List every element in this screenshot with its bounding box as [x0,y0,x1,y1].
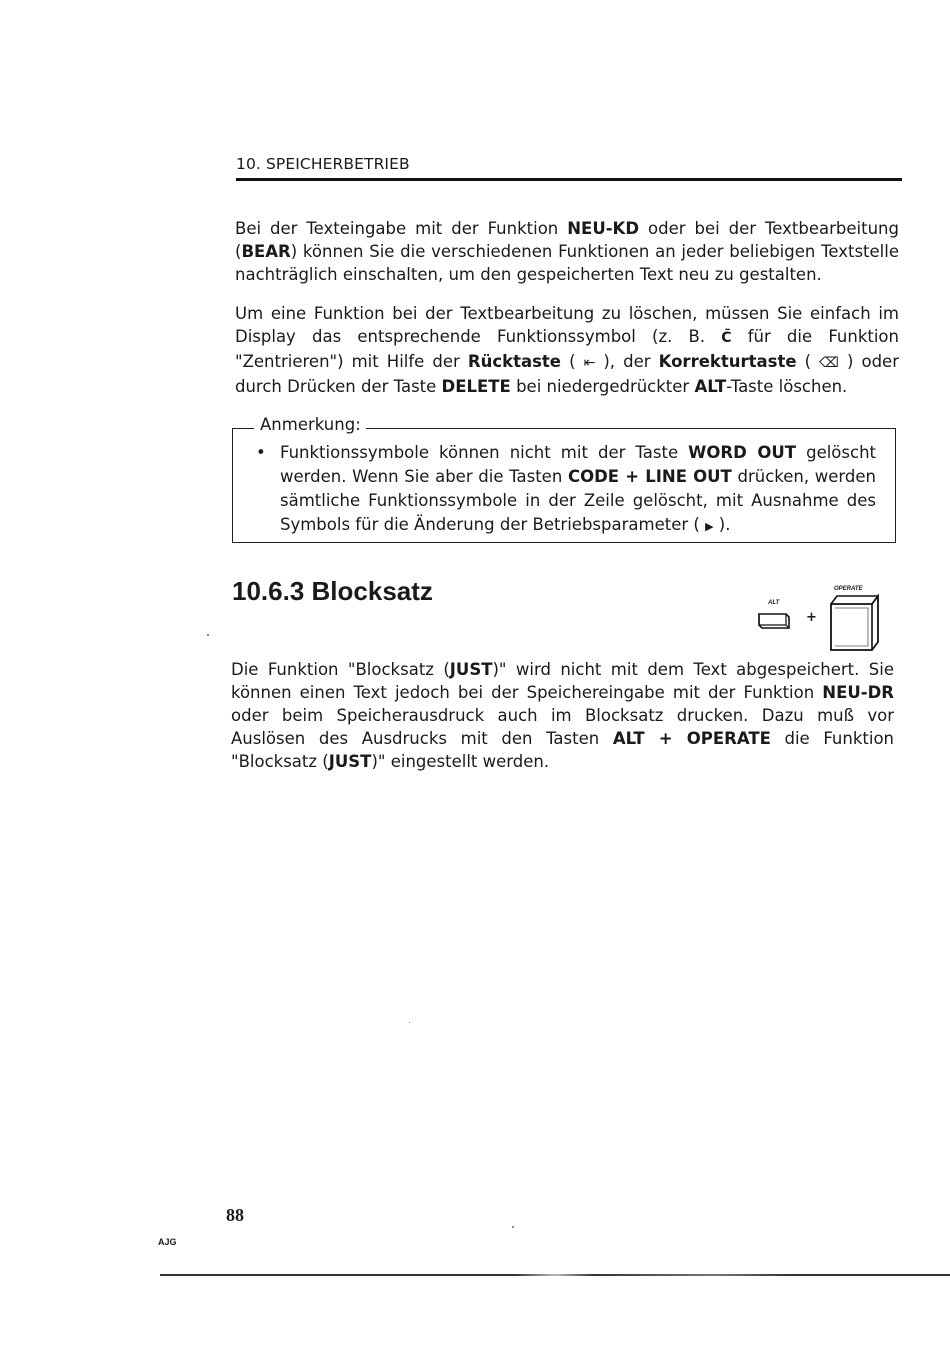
bold-term: Korrekturtaste [658,352,797,371]
running-header: 10. SPEICHERBETRIEB [236,155,410,173]
bold-term: JUST [328,752,372,771]
plus-sign: + [806,610,817,625]
text-run: )" eingestellt werden. [371,752,550,771]
page-number: 88 [226,1205,244,1225]
text-run: ) können Sie die verschiedenen Funktionen an jeder beliebigen Textstelle nachträglich einschalten, um den gespeicherten Text neu zu gestalten. [235,242,899,284]
text-run: ( [796,352,820,371]
text-run: ) oder durch Drücken der Taste [235,352,899,396]
footer-rule [160,1274,950,1276]
header-rule [236,178,902,181]
alt-key-icon [756,608,792,632]
center-symbol-icon: C̄ [721,330,732,346]
bold-term: NEU-DR [822,683,894,702]
section-heading: 10.6.3 Blocksatz [232,576,433,606]
text-run: -Taste löschen. [726,377,848,396]
bold-term: CODE + LINE OUT [567,467,732,486]
scan-speck [207,634,209,636]
bold-term: DELETE [441,377,511,396]
operate-key-icon [826,592,884,654]
note-box-top-rule [366,428,896,429]
operate-key-label: OPERATE [834,586,863,592]
text-run: bei niedergedrückter [510,377,695,396]
text-run: Um eine Funktion bei der Textbearbeitung zu löschen, müssen Sie einfach im Display das entsprechende Funktionssymbol (z. B. [235,304,899,346]
text-run: oder bei der Textbearbeitung ( [235,219,899,261]
blocksatz-paragraph [231,658,894,773]
backspace-key-icon: ⇤ [583,355,596,371]
bold-term: ALT [694,377,727,396]
scan-speck [409,1022,410,1023]
text-run: die Funktion "Blocksatz ( [231,729,895,771]
delete-function-paragraph [235,302,899,398]
text-run: gelöscht werden. Wenn Sie aber die Tasten [280,443,876,486]
intro-paragraph [235,217,899,286]
parameter-symbol-icon: ▶ [705,520,714,533]
bold-term: ALT + OPERATE [612,729,771,748]
text-run: ), der [595,352,659,371]
bold-term: Rücktaste [467,352,562,371]
text-run: Funktionssymbole können nicht mit der Taste [280,443,689,462]
alt-key-label: ALT [768,600,780,606]
text-run: )" wird nicht mit dem Text abgespeichert. Sie können einen Text jedoch bei der Speichereingabe mit der Funktion [231,660,894,702]
bold-term: NEU-KD [567,219,640,238]
note-box-top-rule [232,428,254,429]
publisher-mark: AJG [158,1237,177,1247]
text-run: oder beim Speicherausdruck auch im Blocksatz drucken. Dazu muß vor Auslösen des Ausdrucks mit den Tasten [231,706,894,748]
text-run: Bei der Texteingabe mit der Funktion [235,219,568,238]
correction-key-icon: ⌫ [819,355,839,371]
bold-term: JUST [449,660,493,679]
bold-term: BEAR [241,242,291,261]
note-list-item [256,441,876,539]
text-run: für die Funktion "Zentrieren") mit Hilfe der [235,327,899,371]
key-combination-illustration [756,586,886,658]
scan-speck [512,1226,514,1228]
text-run: Die Funktion "Blocksatz ( [231,660,450,679]
text-run: drücken, werden sämtliche Funktionssymbole in der Zeile gelöscht, mit Ausnahme des Symbols für die Änderung der Betriebsparameter ( [280,467,876,534]
bold-term: WORD OUT [688,443,797,462]
note-text [280,441,876,539]
text-run: ( [561,352,584,371]
note-title: Anmerkung: [260,415,361,434]
text-run: ). [713,515,731,534]
bullet-icon: • [256,443,266,462]
